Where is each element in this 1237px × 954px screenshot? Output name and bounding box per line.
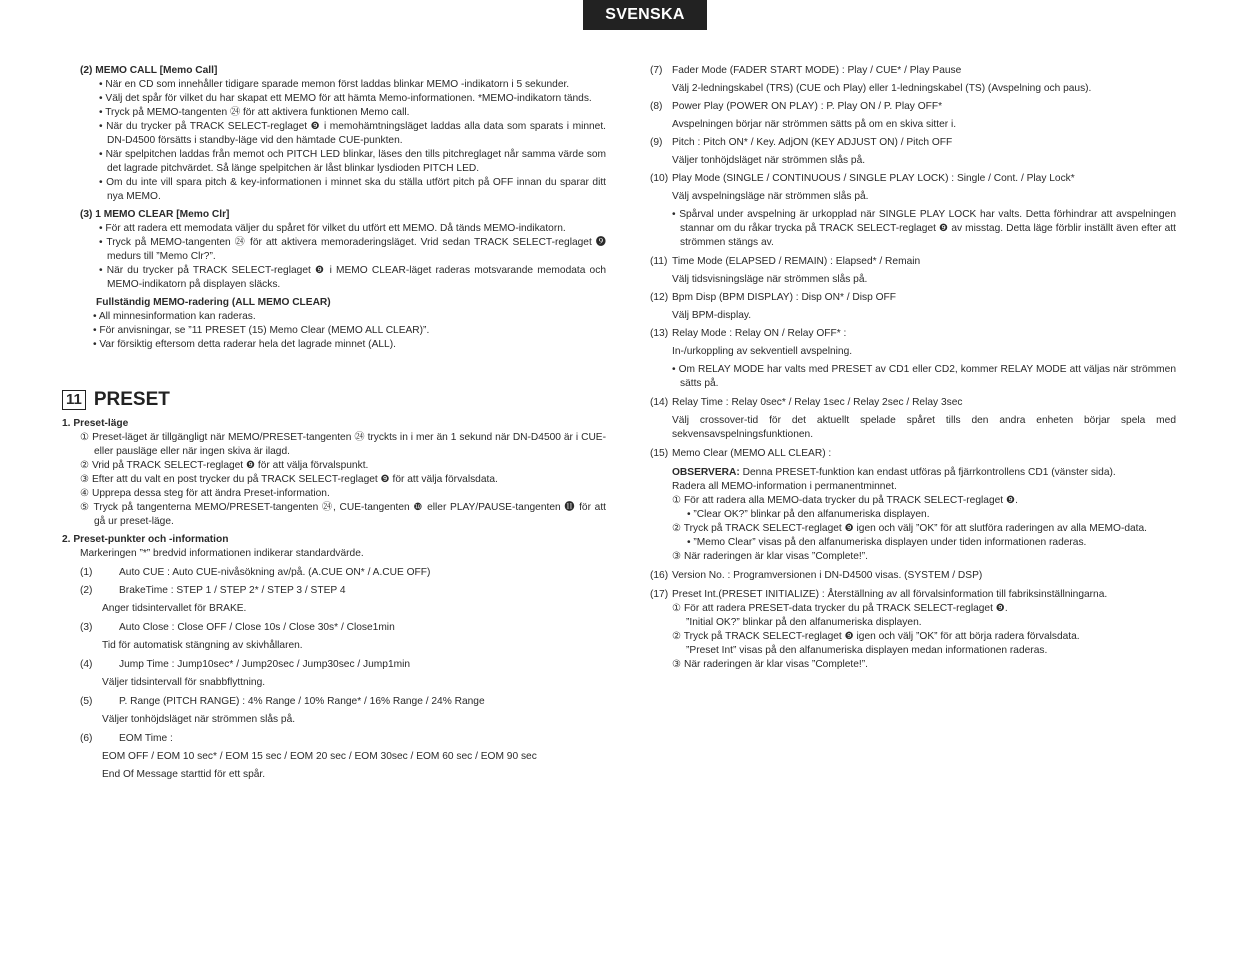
preset-item-text: BrakeTime : STEP 1 / STEP 2* / STEP 3 / STEP 4 <box>119 585 346 596</box>
note-label: OBSERVERA: <box>672 467 740 478</box>
preset-item-desc: Avspelningen börjar när strömmen sätts på om en skiva sitter i. <box>672 119 957 130</box>
preset-item-text: Memo Clear (MEMO ALL CLEAR) : <box>672 448 832 459</box>
preset-item <box>62 584 606 598</box>
preset-item-number: (9) <box>650 137 663 148</box>
preset-item-bullet: • Om RELAY MODE har valts med PRESET av CD1 eller CD2, kommer RELAY MODE att väljas när strömmen sätts på. <box>672 364 1176 389</box>
note-text: Denna PRESET-funktion kan endast utföras på fjärrkontrollens CD1 (vänster sida). <box>739 467 1116 478</box>
preset-item <box>650 64 1176 78</box>
preset-mode-step: ③ Efter att du valt en post trycker du på TRACK SELECT-reglaget ❾ för att välja förvalsdata. <box>80 474 498 485</box>
memo-clear-step: ① För att radera alla MEMO-data trycker du på TRACK SELECT-reglaget ❾. <box>672 495 1018 506</box>
preset-item-desc: Tid för automatisk stängning av skivhållaren. <box>102 640 303 651</box>
preset-item-number: (4) <box>80 659 93 670</box>
memo-clear-bullet: • När du trycker på TRACK SELECT-reglaget ❾ i MEMO CLEAR-läget raderas motsvarande memodata och MEMO-indikatorn på displayen släcks. <box>99 265 606 290</box>
preset-item-text: P. Range (PITCH RANGE) : 4% Range / 10% Range* / 16% Range / 24% Range <box>119 696 485 707</box>
preset-item-text: Version No. : Programversionen i DN-D4500 visas. (SYSTEM / DSP) <box>672 570 983 581</box>
memo-clear-step: ③ När raderingen är klar visas ”Complete!”. <box>672 551 868 562</box>
preset-item-number: (17) <box>650 589 669 600</box>
init-step-note: ”Preset Int” visas på den alfanumeriska displayen medan informationen raderas. <box>686 645 1048 656</box>
preset-item-number: (13) <box>650 328 669 339</box>
preset-item-desc: Väljer tonhöjdsläget när strömmen slås på. <box>672 155 866 166</box>
preset-item-text: Auto CUE : Auto CUE-nivåsökning av/på. (A.CUE ON* / A.CUE OFF) <box>119 567 431 578</box>
preset-mode-step: ① Preset-läget är tillgängligt när MEMO/PRESET-tangenten ㉔ tryckts in i mer än 1 sekund när DN-D4500 är i CUE- eller pausläge eller när ingen skiva är ilagd. <box>80 432 606 457</box>
preset-item <box>650 569 1176 583</box>
preset-points-heading: 2. Preset-punkter och -information <box>62 534 229 545</box>
preset-item-text: Relay Time : Relay 0sec* / Relay 1sec / Relay 2sec / Relay 3sec <box>672 397 963 408</box>
preset-item-number: (11) <box>650 256 668 267</box>
preset-item <box>650 100 1176 114</box>
preset-item-desc: Välj avspelningsläge när strömmen slås på. <box>672 191 869 202</box>
memo-call-bullet: • När spelpitchen laddas från memot och PITCH LED blinkar, läses den tills pitchreglaget når samma värde som det lagrade pitchvärdet. Så länge spelpitchen är låst blinkar lysdioden PITCH LED. <box>99 149 606 174</box>
preset-item-number: (12) <box>650 292 669 303</box>
init-step: ③ När raderingen är klar visas ”Complete!”. <box>672 659 868 670</box>
left-column <box>62 64 606 782</box>
preset-item <box>650 255 1176 269</box>
preset-item-text: Play Mode (SINGLE / CONTINUOUS / SINGLE PLAY LOCK) : Single / Cont. / Play Lock* <box>672 173 1075 184</box>
preset-item-desc: Välj tidsvisningsläge när strömmen slås på. <box>672 274 868 285</box>
memo-clear-step: ② Tryck på TRACK SELECT-reglaget ❾ igen och välj ”OK” för att slutföra raderingen av alla MEMO-data. <box>672 523 1148 534</box>
preset-item-desc: Väljer tonhöjdsläget när strömmen slås på. <box>102 714 296 725</box>
preset-item <box>650 396 1176 410</box>
preset-item-desc: Väljer tidsintervall för snabbflyttning. <box>102 677 266 688</box>
preset-item-text: Bpm Disp (BPM DISPLAY) : Disp ON* / Disp OFF <box>672 292 896 303</box>
preset-item-text: Preset Int.(PRESET INITIALIZE) : Återställning av all förvalsinformation till fabriksinställningarna. <box>672 589 1108 600</box>
preset-item <box>650 588 1176 602</box>
memo-clear-step-note: • ”Memo Clear” visas på den alfanumeriska displayen under tiden informationen raderas. <box>687 537 1087 548</box>
preset-item <box>650 291 1176 305</box>
preset-item-text: Auto Close : Close OFF / Close 10s / Close 30s* / Close1min <box>119 622 395 633</box>
preset-item-text: EOM Time : <box>119 733 173 744</box>
preset-item-desc: EOM OFF / EOM 10 sec* / EOM 15 sec / EOM 20 sec / EOM 30sec / EOM 60 sec / EOM 90 sec <box>102 751 537 762</box>
preset-item <box>650 172 1176 186</box>
preset-item-desc: Anger tidsintervallet för BRAKE. <box>102 603 247 614</box>
all-memo-clear-heading: Fullständig MEMO-radering (ALL MEMO CLEAR) <box>96 297 331 308</box>
preset-item-text: Power Play (POWER ON PLAY) : P. Play ON / P. Play OFF* <box>672 101 943 112</box>
right-column <box>650 64 1176 672</box>
preset-item-text: Pitch : Pitch ON* / Key. AdjON (KEY ADJUST ON) / Pitch OFF <box>672 137 953 148</box>
all-memo-clear-bullet: • Var försiktig eftersom detta raderar hela det lagrade minnet (ALL). <box>93 339 396 350</box>
preset-item-number: (10) <box>650 173 669 184</box>
memo-call-bullet: • Tryck på MEMO-tangenten ㉔ för att aktivera funktionen Memo call. <box>99 107 410 118</box>
memo-clear-line: Radera all MEMO-information i permanentminnet. <box>672 481 897 492</box>
preset-item-number: (8) <box>650 101 663 112</box>
preset-mode-step: ⑤ Tryck på tangenterna MEMO/PRESET-tangenten ㉔, CUE-tangenten ❿ eller PLAY/PAUSE-tangenten ⓫ för att gå ur preset-läge. <box>80 502 606 527</box>
preset-item-desc: Välj BPM-display. <box>672 310 752 321</box>
preset-mode-heading: 1. Preset-läge <box>62 418 129 429</box>
preset-item-desc: In-/urkoppling av sekventiell avspelning. <box>672 346 853 357</box>
preset-item <box>62 732 606 746</box>
preset-item-text: Time Mode (ELAPSED / REMAIN) : Elapsed* / Remain <box>672 256 921 267</box>
init-step: ① För att radera PRESET-data trycker du på TRACK SELECT-reglaget ❾. <box>672 603 1008 614</box>
memo-clear-bullet: • För att radera ett memodata väljer du spåret för vilket du utfört ett MEMO. Då tänds MEMO-indikatorn. <box>99 223 566 234</box>
memo-call-bullet: • Välj det spår för vilket du har skapat ett MEMO för att hämta Memo-informationen. *MEMO-indikatorn tänds. <box>99 93 592 104</box>
preset-mode-step: ② Vrid på TRACK SELECT-reglaget ❾ för att välja förvalspunkt. <box>80 460 369 471</box>
memo-clear-step-note: • ”Clear OK?” blinkar på den alfanumeriska displayen. <box>687 509 930 520</box>
memo-clear-heading: (3) 1 MEMO CLEAR [Memo Clr] <box>80 209 230 220</box>
init-step-note: ”Initial OK?” blinkar på den alfanumeriska displayen. <box>686 617 922 628</box>
preset-mode-step: ④ Upprepa dessa steg för att ändra Preset-information. <box>80 488 330 499</box>
preset-item-number: (2) <box>80 585 93 596</box>
memo-call-bullet: • När en CD som innehåller tidigare sparade memon först laddas blinkar MEMO -indikatorn i 5 sekunder. <box>99 79 570 90</box>
init-step: ② Tryck på TRACK SELECT-reglaget ❾ igen och välj ”OK” för att börja radera förvalsdata. <box>672 631 1080 642</box>
language-tab: SVENSKA <box>583 0 707 30</box>
preset-item <box>650 327 1176 341</box>
preset-item <box>62 566 606 580</box>
preset-item-number: (3) <box>80 622 93 633</box>
preset-item-desc: Välj crossover-tid för det aktuellt spelade spåret tills den andra enheten börjar spela med sekvensavspelningsfunktionen. <box>672 415 1176 440</box>
preset-item-desc: End Of Message starttid för ett spår. <box>102 769 266 780</box>
preset-item-text: Jump Time : Jump10sec* / Jump20sec / Jump30sec / Jump1min <box>119 659 411 670</box>
memo-clear-note <box>650 466 1176 480</box>
memo-clear-bullet: • Tryck på MEMO-tangenten ㉔ för att aktivera memoraderingsläget. Vrid sedan TRACK SELECT-reglaget ❾ medurs till ”Memo Clr?”. <box>99 237 606 262</box>
section-title: PRESET <box>93 389 170 410</box>
preset-item-number: (15) <box>650 448 669 459</box>
preset-item-number: (1) <box>80 567 93 578</box>
section-number: 11 <box>62 390 86 410</box>
memo-call-bullet: • Om du inte vill spara pitch & key-informationen i minnet ska du ställa utfört pitch på OFF innan du sparar ditt nya MEMO. <box>99 177 606 202</box>
preset-item-number: (16) <box>650 570 669 581</box>
preset-item-number: (6) <box>80 733 93 744</box>
preset-points-note: Markeringen ”*” bredvid informationen indikerar standardvärde. <box>80 548 364 559</box>
memo-call-bullet: • När du trycker på TRACK SELECT-reglaget ❾ i memohämtningsläget laddas alla data som sparats i minnet. DN-D4500 försätts i standby-läge vid den hämtade CUE-punkten. <box>99 121 606 146</box>
preset-item <box>62 695 606 709</box>
preset-item-text: Fader Mode (FADER START MODE) : Play / CUE* / Play Pause <box>672 65 962 76</box>
all-memo-clear-bullet: • All minnesinformation kan raderas. <box>93 311 256 322</box>
preset-item-number: (5) <box>80 696 93 707</box>
all-memo-clear-bullet: • För anvisningar, se ”11 PRESET (15) Memo Clear (MEMO ALL CLEAR)”. <box>93 325 430 336</box>
preset-item-number: (14) <box>650 397 669 408</box>
preset-item-text: Relay Mode : Relay ON / Relay OFF* : <box>672 328 847 339</box>
preset-item <box>650 136 1176 150</box>
section-heading <box>62 390 606 410</box>
preset-item-desc: Välj 2-ledningskabel (TRS) (CUE och Play) eller 1-ledningskabel (TS) (Avspelning och paus). <box>672 83 1092 94</box>
preset-item <box>62 658 606 672</box>
preset-item <box>62 621 606 635</box>
preset-item <box>650 447 1176 461</box>
preset-item-bullet: • Spårval under avspelning är urkopplad när SINGLE PLAY LOCK har valts. Detta förhindrar att avspelningen stannar om du råkar trycka på TRACK SELECT-reglaget ❾ av misstag. Detta läge förblir inställt även efter att strömmen stängs av. <box>672 209 1176 248</box>
preset-item-number: (7) <box>650 65 663 76</box>
memo-call-heading: (2) MEMO CALL [Memo Call] <box>80 65 218 76</box>
